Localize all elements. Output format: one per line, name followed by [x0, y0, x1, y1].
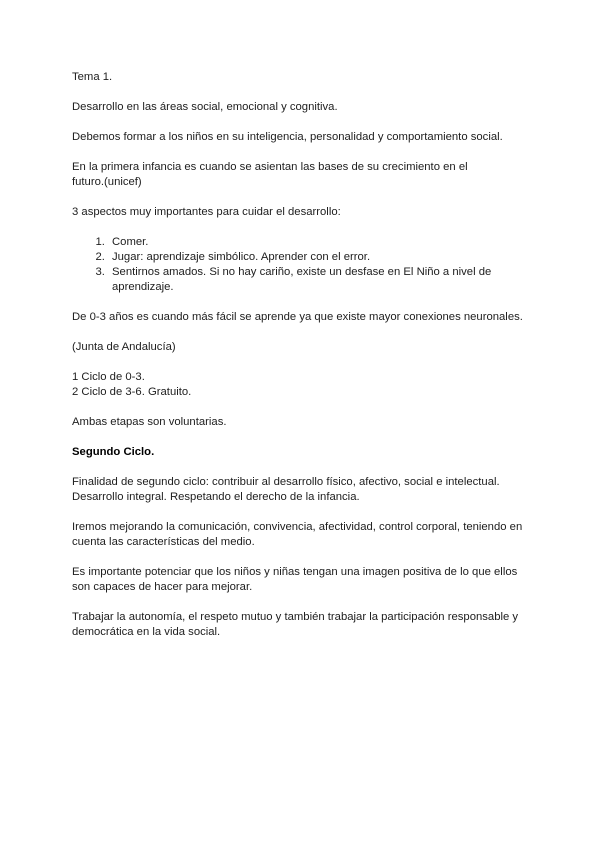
paragraph-junta: (Junta de Andalucía) [72, 341, 176, 353]
paragraph-infancia [72, 160, 532, 190]
paragraph-comunicacion [72, 520, 532, 550]
section-heading: Segundo Ciclo. [72, 446, 155, 458]
document-title: Tema 1. [72, 71, 113, 83]
paragraph-formar: Debemos formar a los niños en su inteligencia, personalidad y comportamiento social. [72, 131, 503, 143]
paragraph-imagen [72, 565, 532, 595]
paragraph-areas: Desarrollo en las áreas social, emocional y cognitiva. [72, 101, 338, 113]
document-body [72, 70, 532, 655]
paragraph-ciclos [72, 370, 532, 400]
paragraph-finalidad [72, 475, 532, 505]
paragraph-infancia-line-2: futuro.(unicef) [72, 176, 142, 188]
aspects-list [72, 235, 532, 295]
paragraph-comunicacion-line-1: Iremos mejorando la comunicación, convivencia, afectividad, control corporal, teniendo en [72, 521, 523, 533]
paragraph-edad: De 0-3 años es cuando más fácil se aprende ya que existe mayor conexiones neuronales. [72, 311, 523, 323]
paragraph-infancia-line-1: En la primera infancia es cuando se asientan las bases de su crecimiento en el [72, 161, 468, 173]
ciclo-2-line: 2 Ciclo de 3-6. Gratuito. [72, 386, 192, 398]
list-item: 3. Sentirnos amados. Si no hay cariño, existe un desfase en El Niño a nivel de aprendizaje. [108, 265, 532, 295]
paragraph-autonomia-line-2: democrática en la vida social. [72, 626, 221, 638]
paragraph-autonomia-line-1: Trabajar la autonomía, el respeto mutuo y también trabajar la participación responsable y [72, 611, 519, 623]
paragraph-aspectos: 3 aspectos muy importantes para cuidar el desarrollo: [72, 206, 341, 218]
paragraph-finalidad-line-2: Desarrollo integral. Respetando el derecho de la infancia. [72, 491, 360, 503]
paragraph-autonomia [72, 610, 532, 640]
ciclo-1-line: 1 Ciclo de 0-3. [72, 371, 145, 383]
paragraph-imagen-line-2: son capaces de hacer para mejorar. [72, 581, 253, 593]
paragraph-finalidad-line-1: Finalidad de segundo ciclo: contribuir al desarrollo físico, afectivo, social e intelectual. [72, 476, 500, 488]
paragraph-imagen-line-1: Es importante potenciar que los niños y niñas tengan una imagen positiva de lo que ellos [72, 566, 518, 578]
list-item: 1. Comer. [108, 235, 532, 250]
paragraph-voluntarias: Ambas etapas son voluntarias. [72, 416, 227, 428]
paragraph-comunicacion-line-2: cuenta las características del medio. [72, 536, 255, 548]
list-item: 2. Jugar: aprendizaje simbólico. Aprender con el error. [108, 250, 532, 265]
